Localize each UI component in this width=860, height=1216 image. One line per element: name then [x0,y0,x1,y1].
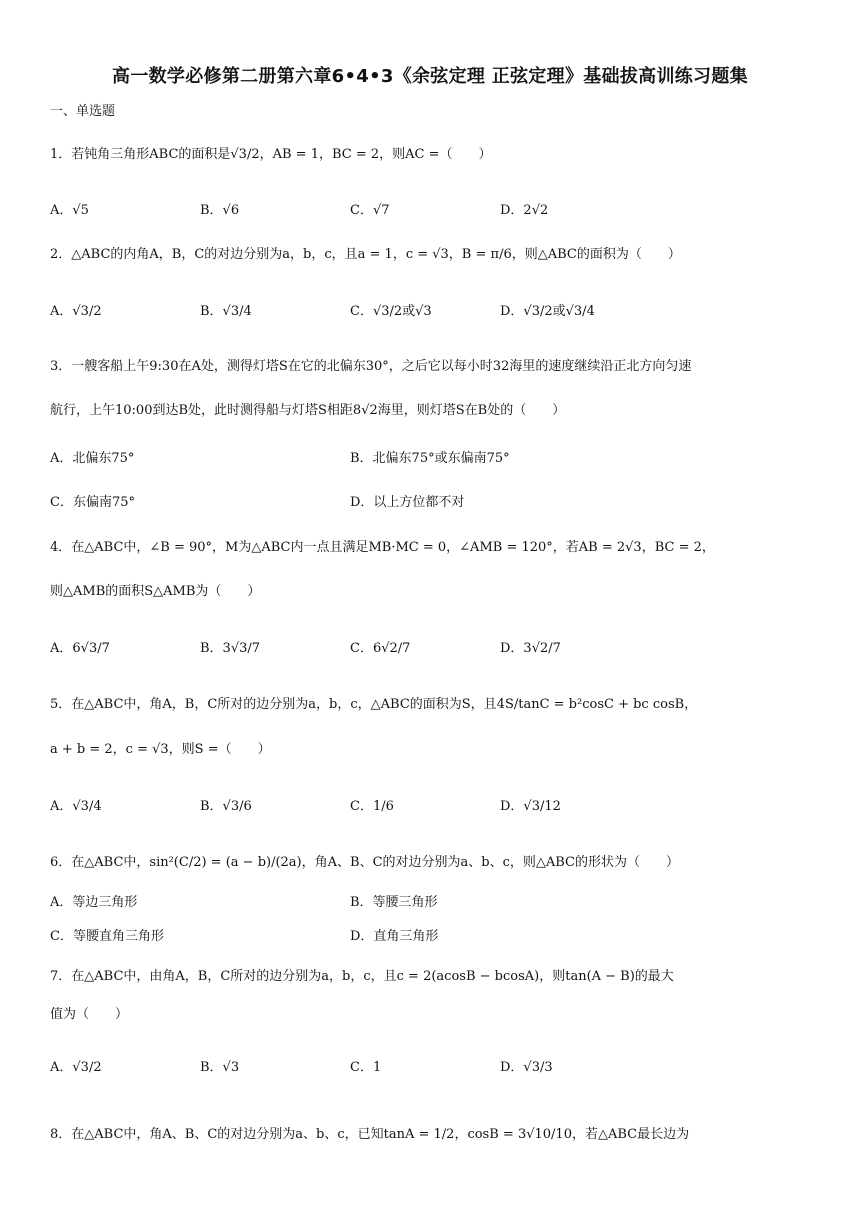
question-2-option-b: B．√3/4 [200,304,252,319]
question-4-stem-line-2: 则△AMB的面积S△AMB为（ ） [50,584,261,599]
question-5-option-d: D．√3/12 [500,799,561,814]
section-heading: 一、单选题 [50,104,116,119]
question-3-option-b: B．北偏东75°或东偏南75° [350,451,510,466]
question-7-option-d: D．√3/3 [500,1060,553,1075]
question-5-stem-line-1: 5．在△ABC中，角A，B，C所对的边分别为a，b，c，△ABC的面积为S，且4S/tanC = b²cosC + bc cosB， [50,697,698,712]
question-6-option-b: B．等腰三角形 [350,895,438,910]
question-4-option-d: D．3√2/7 [500,641,561,656]
question-7-option-a: A．√3/2 [50,1060,102,1075]
question-1-option-a: A．√5 [50,203,89,218]
question-6-option-a: A．等边三角形 [50,895,138,910]
question-3-option-d: D．以上方位都不对 [350,495,465,510]
question-7-option-c: C．1 [350,1060,382,1075]
question-5-option-c: C．1/6 [350,799,394,814]
question-3-option-a: A．北偏东75° [50,451,135,466]
question-3-stem-line-2: 航行，上午10:00到达B处，此时测得船与灯塔S相距8√2海里，则灯塔S在B处的（ ） [50,403,566,418]
question-2-option-a: A．√3/2 [50,304,102,319]
question-2-stem: 2．△ABC的内角A，B，C的对边分别为a，b，c，且a = 1，c = √3，B = π/6，则△ABC的面积为（ ） [50,247,681,262]
question-5-stem-line-2: a + b = 2，c = √3，则S =（ ） [50,742,271,757]
question-3-option-c: C．东偏南75° [50,495,135,510]
question-6-option-c: C．等腰直角三角形 [50,929,164,944]
question-7-stem-line-1: 7．在△ABC中，由角A，B，C所对的边分别为a，b，c，且c = 2(acosB − bcosA)，则tan(A − B)的最大 [50,969,674,984]
question-8-stem: 8．在△ABC中，角A、B、C的对边分别为a、b、c，已知tanA = 1/2，cosB = 3√10/10，若△ABC最长边为 [50,1127,690,1142]
document-title: 高一数学必修第二册第六章6•4•3《余弦定理 正弦定理》基础拔高训练习题集 [112,66,748,87]
question-2-option-d: D．√3/2或√3/4 [500,304,595,319]
question-7-option-b: B．√3 [200,1060,240,1075]
question-5-option-b: B．√3/6 [200,799,252,814]
question-1-option-c: C．√7 [350,203,390,218]
question-6-stem: 6．在△ABC中，sin²(C/2) = (a − b)/(2a)，角A、B、C的对边分别为a、b、c，则△ABC的形状为（ ） [50,855,679,870]
question-4-option-a: A．6√3/7 [50,641,110,656]
question-6-option-d: D．直角三角形 [350,929,439,944]
question-4-option-c: C．6√2/7 [350,641,411,656]
question-4-stem-line-1: 4．在△ABC中，∠B = 90°，M为△ABC内一点且满足MB·MC = 0，∠AMB = 120°，若AB = 2√3，BC = 2， [50,540,715,555]
question-1-option-d: D．2√2 [500,203,549,218]
question-1-stem: 1．若钝角三角形ABC的面积是√3/2，AB = 1，BC = 2，则AC =（ ） [50,147,492,162]
question-2-option-c: C．√3/2或√3 [350,304,432,319]
question-1-option-b: B．√6 [200,203,240,218]
question-3-stem-line-1: 3．一艘客船上午9:30在A处，测得灯塔S在它的北偏东30°，之后它以每小时32海里的速度继续沿正北方向匀速 [50,359,692,374]
question-7-stem-line-2: 值为（ ） [50,1007,129,1022]
question-4-option-b: B．3√3/7 [200,641,261,656]
question-5-option-a: A．√3/4 [50,799,102,814]
